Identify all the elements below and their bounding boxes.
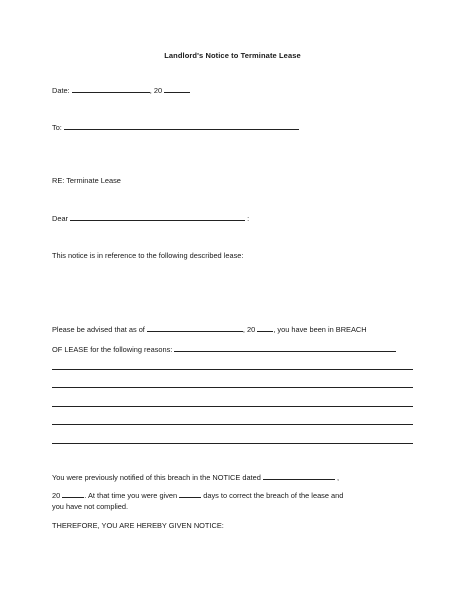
advised-suffix: , you have been in BREACH (273, 325, 367, 334)
dear-blank[interactable] (70, 213, 245, 221)
to-label: To: (52, 123, 62, 132)
document-title: Landlord's Notice to Terminate Lease (164, 51, 301, 60)
notice-date-blank[interactable] (263, 472, 335, 480)
notice-year-blank[interactable] (62, 490, 84, 498)
reason-line-2[interactable] (52, 387, 413, 388)
date-year-prefix: , 20 (149, 86, 163, 95)
breach-label: OF LEASE for the following reasons: (52, 345, 173, 354)
to-line (52, 122, 299, 133)
dear-label: Dear (52, 214, 69, 223)
reason-line-1[interactable] (52, 369, 413, 370)
date-line (52, 85, 190, 96)
advised-line (52, 324, 367, 335)
year-prefix: 20 (52, 491, 61, 500)
days-blank[interactable] (179, 490, 201, 498)
dear-line (52, 213, 249, 224)
date-label: Date: (52, 86, 70, 95)
not-complied-line: you have not complied. (52, 502, 129, 511)
advised-year: , 20 (242, 325, 256, 334)
date-year-blank[interactable] (164, 85, 190, 93)
therefore-line: THEREFORE, YOU ARE HEREBY GIVEN NOTICE: (52, 521, 224, 530)
re-line: RE: Terminate Lease (52, 176, 121, 185)
reason-line-3[interactable] (52, 406, 413, 407)
breach-reason-blank[interactable] (174, 344, 396, 352)
at-that-time-text: . At that time you were given (84, 491, 178, 500)
breach-reasons-line (52, 344, 396, 355)
dear-suffix: : (247, 214, 250, 223)
previously-notified-text: You were previously notified of this breach in the NOTICE dated (52, 473, 261, 482)
days-to-correct-text: days to correct the breach of the lease and (203, 491, 344, 500)
date-blank[interactable] (72, 85, 150, 93)
previously-comma: , (336, 473, 340, 482)
advised-year-blank[interactable] (257, 324, 273, 332)
reason-line-5[interactable] (52, 443, 413, 444)
at-that-time-line (52, 490, 343, 501)
reason-line-4[interactable] (52, 424, 413, 425)
to-blank[interactable] (64, 122, 299, 130)
advised-prefix: Please be advised that as of (52, 325, 145, 334)
notice-reference: This notice is in reference to the following described lease: (52, 251, 244, 260)
previously-notified-line (52, 472, 339, 483)
advised-date-blank[interactable] (147, 324, 243, 332)
